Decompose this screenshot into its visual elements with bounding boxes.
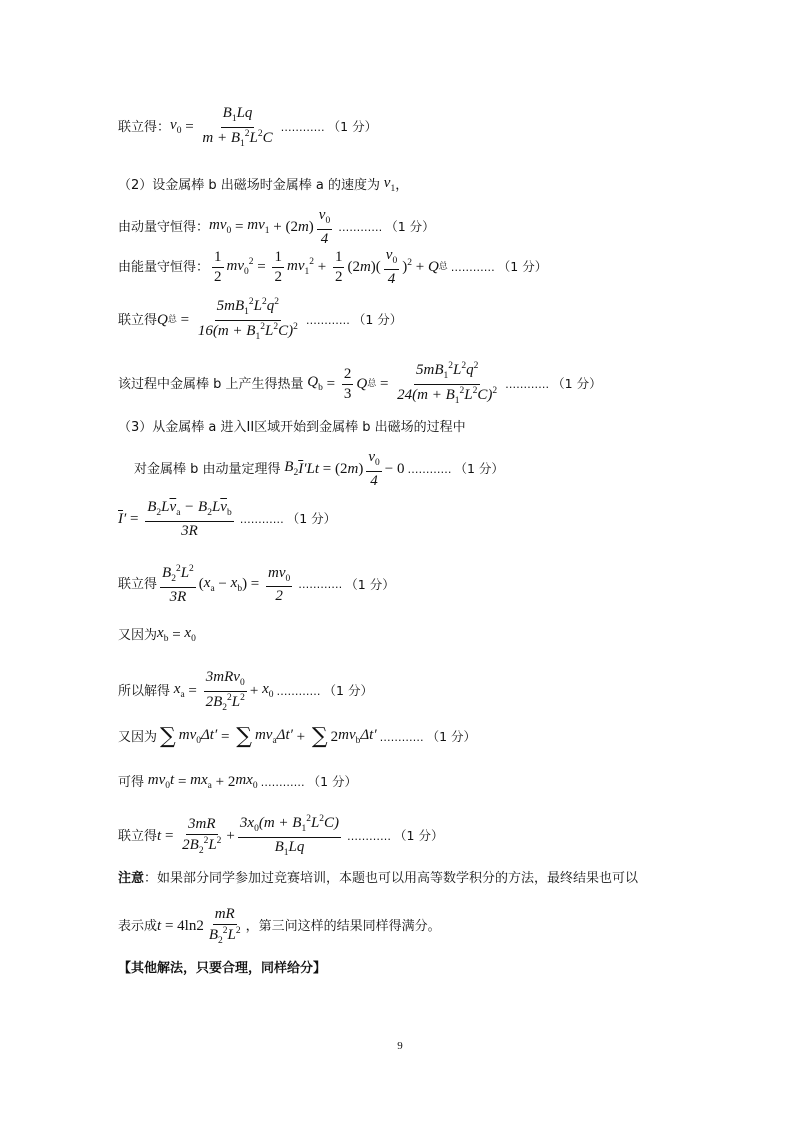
label: 对金属棒 b 由动量定理得 [134,461,281,477]
note [118,872,638,885]
eq-impulse: 对金属棒 b 由动量定理得 $B_2$ $\overline{I}$ ′Lt = (2 m ) $\frac{v_0}{4}$ − 0 ………… （1 分） [134,449,504,489]
part3-intro [118,421,466,434]
label: 所以解得 [118,684,171,699]
label: 该过程中金属棒 b 上产生得热量 [118,376,304,392]
eq-v0: 联立得： $v_0$ = $\frac{B_1Lq}{m + B_1^2L^2C}$ ………… （1 分） [118,105,378,149]
part3-text: （3）从金属棒 a 进入II区域开始到金属棒 b 出磁场的过程中 [118,420,466,435]
page-number: 9 [397,1040,403,1052]
eq-momentum: 由动量守恒得： $mv_0$ = $mv_1$ + (2 m ) $\frac{v_0}{4}$ ………… （1 分） [118,207,435,247]
label: 联立得： [118,120,171,135]
eq-energy: 由能量守恒得： $\frac{1}{2}$ $mv_0^2$ = $\frac{1}{2}$ $mv_1^2$ + $\frac{1}{2}$ (2 m )( $\frac{v_0}{4}$ )$^2$ + Q 总 ………… （1 分） [118,247,548,287]
note-text: ：如果部分同学参加过竞赛培训，本题也可以用高等数学积分的方法，最终结果也可以 [144,871,639,886]
label: 由动量守恒得： [118,219,210,235]
eq-sum: 又因为 ∑ $mv_0\Delta t'$ = ∑ $mv_a\Delta t'$ + ∑ 2 $mv_b\Delta t'$ ………… （1 分） [118,724,477,749]
label: 联立得 [118,577,158,593]
part2-text: （2）设金属棒 b 出磁场时金属棒 a 的速度为 [118,177,381,193]
label: 由能量守恒得： [118,259,210,275]
eq-avg-current: $\overline{I}$ ′ = $\frac{B_2L\overline{v}_a - B_2L\overline{v}_b}{3R}$ ………… （1 分） [118,499,337,539]
other-text: 【其他解法，只要合理，同样给分】 [118,961,327,976]
label: 又因为 [118,729,158,745]
eq-q-b: 该过程中金属棒 b 上产生得热量 $Q_b$ = $\frac{2}{3}$ Q 总 = $\frac{5mB_1^2L^2q^2}{24(m + B_1^2L^2C)^2}$ ………… （1 分） [118,361,602,406]
label: 可得 [118,774,145,790]
label: 联立得 [118,312,158,328]
note2-label: 表示成 [118,919,158,935]
note2-suffix: ，第三问这样的结果同样得满分。 [245,919,441,935]
label: 联立得 [118,829,158,844]
note-continued: 表示成 t = 4ln2 $\frac{mR}{B_2^2L^2}$ ，第三问这样的结果同样得满分。 [118,906,441,946]
label: 又因为 [118,627,158,643]
eq-t: 联立得 t = $\frac{3mR}{2B_2^2L^2}$ + $\frac{3x_0(m + B_1^2L^2C)}{B_1Lq}$ ………… （1 分） [118,814,444,858]
eq-xb: 又因为 $x_b$ = $x_0$ [118,625,196,644]
eq-xa: 所以解得 $x_a$ = $\frac{3mRv_0}{2B_2^2L^2}$ + $x_0$ ………… （1 分） [118,669,373,713]
eq-result: 可得 $mv_0t$ = $mx_a$ + 2 $mx_0$ ………… （1 分） [118,772,358,791]
part2-intro: （2）设金属棒 b 出磁场时金属棒 a 的速度为 $v_1$ ， [118,175,409,194]
eq-q-total: 联立得 Q 总 = $\frac{5mB_1^2L^2q^2}{16(m + B_1^2L^2C)^2}$ ………… （1 分） [118,297,403,342]
dots: ………… [280,121,325,134]
score: （1 分） [327,119,378,135]
note-label: 注意 [118,871,145,886]
eq-displacement: 联立得 $\frac{B_2^2L^2}{3R}$ ( $x_a$ − $x_b$ ) = $\frac{mv_0}{2}$ ………… （1 分） [118,564,395,605]
other-solutions [118,962,326,975]
